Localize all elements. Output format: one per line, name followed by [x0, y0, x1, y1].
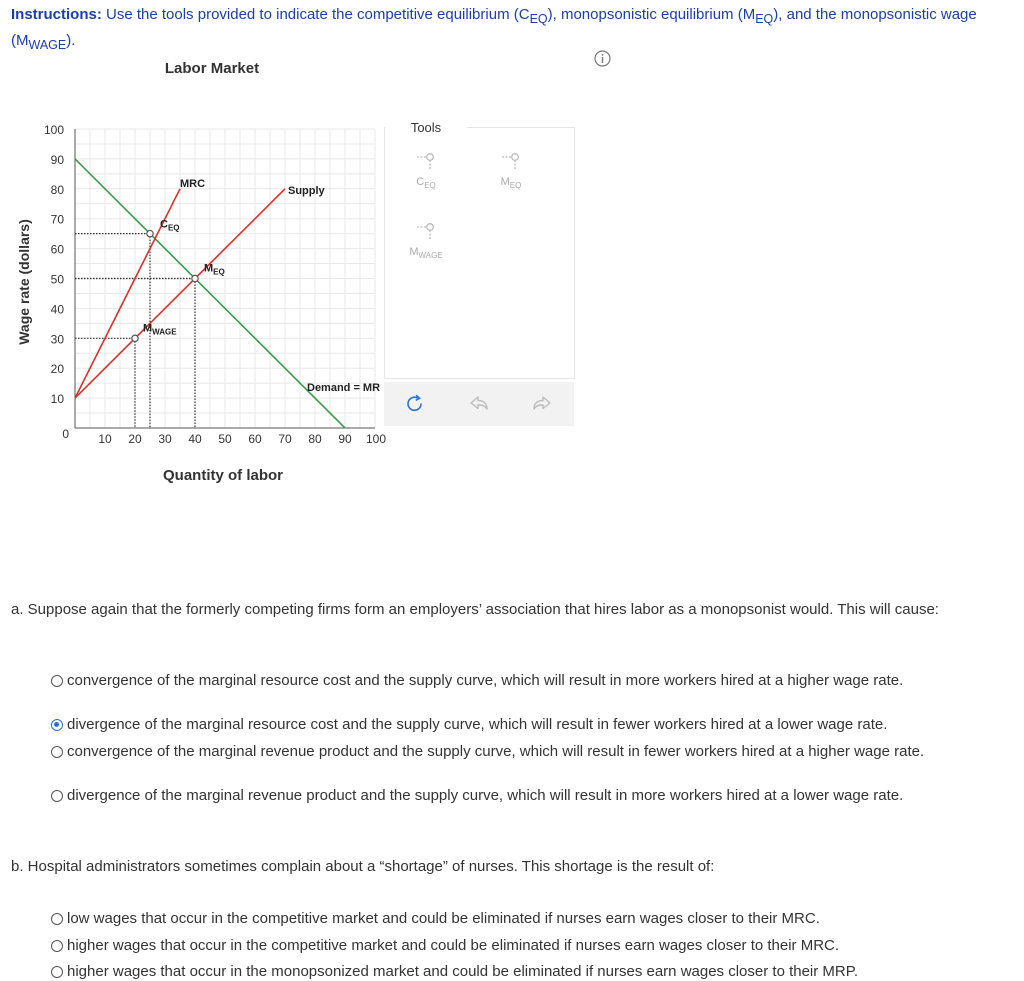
question-a-prompt: a. Suppose again that the formerly competing firms form an employers’ association that hires labor as a monopsonist would. This will cause: — [11, 601, 939, 618]
question-a-option-4[interactable] — [51, 786, 941, 805]
option-text: convergence of the marginal revenue product and the supply curve, which will result in fewer workers hired at a higher wage rate. — [67, 743, 925, 760]
instructions-sub3: WAGE — [28, 38, 67, 52]
instructions-text4: ). — [66, 32, 76, 49]
x-tick-label: 10 — [98, 432, 112, 446]
tool-meq-sub: EQ — [509, 181, 522, 191]
option-text: divergence of the marginal revenue product and the supply curve, which will result in more workers hired at a lower wage rate. — [67, 787, 904, 804]
point-meq — [192, 275, 198, 281]
y-tick-label: 70 — [50, 212, 64, 227]
radio-button[interactable] — [51, 966, 63, 978]
y-axis-label-wrap — [14, 217, 34, 347]
y-tick-label: 0 — [62, 427, 69, 441]
question-b-option-3[interactable] — [51, 962, 941, 981]
series-label: Supply — [288, 185, 325, 197]
question-b-prompt: b. Hospital administrators sometimes complain about a “shortage” of nurses. This shortage is the result of: — [11, 858, 715, 875]
y-tick-label: 50 — [50, 272, 64, 287]
tool-meq[interactable] — [471, 150, 551, 190]
series-label: MRC — [180, 178, 206, 190]
point-ceq — [147, 230, 153, 236]
x-tick-label: 70 — [278, 432, 292, 446]
instructions — [11, 4, 1011, 56]
instructions-text: Use the tools provided to indicate the competitive equilibrium (C — [106, 6, 530, 23]
series-label: Demand = MR — [307, 382, 381, 394]
undo-icon[interactable] — [467, 392, 491, 416]
radio-button[interactable] — [51, 746, 63, 758]
point-label-ceq: $C_{EQ}$ — [160, 218, 180, 233]
x-tick-label: 100 — [365, 432, 387, 446]
tool-ceq[interactable] — [386, 150, 466, 190]
instructions-bold: Instructions: — [11, 6, 102, 23]
radio-button[interactable] — [51, 940, 63, 952]
point-label-mwage: $M_{WAGE}$ — [143, 322, 177, 337]
option-text: higher wages that occur in the monopsonized market and could be eliminated if nurses earn wages closer to their MRP. — [67, 963, 858, 980]
y-tick-label: 40 — [50, 302, 64, 317]
point-tool-icon — [414, 220, 438, 242]
y-tick-label: 60 — [50, 242, 64, 257]
tool-mwage-sub: WAGE — [418, 251, 443, 261]
y-tick-label: 80 — [50, 182, 64, 197]
question-a-option-3[interactable] — [51, 742, 941, 761]
instructions-text2: ), monopsonistic equilibrium (M — [547, 6, 756, 23]
option-text: low wages that occur in the competitive market and could be eliminated if nurses earn wages closer to their MRC. — [67, 910, 820, 927]
reset-icon[interactable] — [403, 392, 427, 416]
x-tick-label: 40 — [188, 432, 202, 446]
labor-market-chart[interactable] — [0, 110, 400, 460]
y-tick-label: 100 — [43, 123, 64, 137]
x-tick-label: 60 — [248, 432, 262, 446]
x-tick-label: 90 — [338, 432, 352, 446]
y-tick-label: 10 — [50, 392, 64, 407]
instructions-text3: ), and the monopsonistic wage (M — [11, 6, 977, 49]
question-a-option-1[interactable] — [51, 671, 941, 690]
tools-title: Tools — [385, 120, 467, 135]
question-b-option-2[interactable] — [51, 936, 941, 955]
question-b-option-1[interactable] — [51, 909, 941, 928]
radio-button[interactable] — [51, 790, 63, 802]
y-tick-label: 30 — [50, 332, 64, 347]
tool-ceq-sub: EQ — [424, 181, 436, 191]
tool-mwage[interactable] — [386, 220, 466, 260]
y-axis-label: Wage rate (dollars) — [16, 219, 32, 345]
tool-ceq-label: C — [416, 176, 425, 188]
point-tool-icon — [499, 150, 523, 172]
point-label-meq: $M_{EQ}$ — [204, 262, 225, 277]
tool-mwage-label: M — [409, 246, 419, 258]
tool-meq-label: M — [500, 176, 510, 188]
option-text: divergence of the marginal resource cost and the supply curve, which will result in fewer workers hired at a lower wage rate. — [67, 716, 888, 733]
instructions-sub2: EQ — [755, 12, 774, 26]
x-tick-label: 50 — [218, 432, 232, 446]
radio-button[interactable] — [51, 675, 63, 687]
option-text: higher wages that occur in the competitive market and could be eliminated if nurses earn wages closer to their MRC. — [67, 937, 840, 954]
info-icon[interactable] — [594, 50, 611, 67]
option-text: convergence of the marginal resource cost and the supply curve, which will result in more workers hired at a higher wage rate. — [67, 672, 904, 689]
y-tick-label: 20 — [50, 362, 64, 377]
instructions-sub: EQ — [529, 12, 548, 26]
graph-toolbar — [384, 382, 574, 426]
radio-button-selected[interactable] — [51, 719, 63, 731]
x-tick-label: 30 — [158, 432, 172, 446]
tools-panel — [384, 120, 575, 379]
x-tick-label: 20 — [128, 432, 142, 446]
redo-icon[interactable] — [530, 392, 554, 416]
y-tick-label: 90 — [50, 152, 64, 167]
radio-button[interactable] — [51, 913, 63, 925]
x-tick-label: 80 — [308, 432, 322, 446]
point-mwage — [132, 335, 138, 341]
chart-title: Labor Market — [164, 60, 260, 77]
question-a-option-2[interactable] — [51, 715, 941, 734]
x-axis-label: Quantity of labor — [163, 467, 283, 484]
point-tool-icon — [414, 150, 438, 172]
